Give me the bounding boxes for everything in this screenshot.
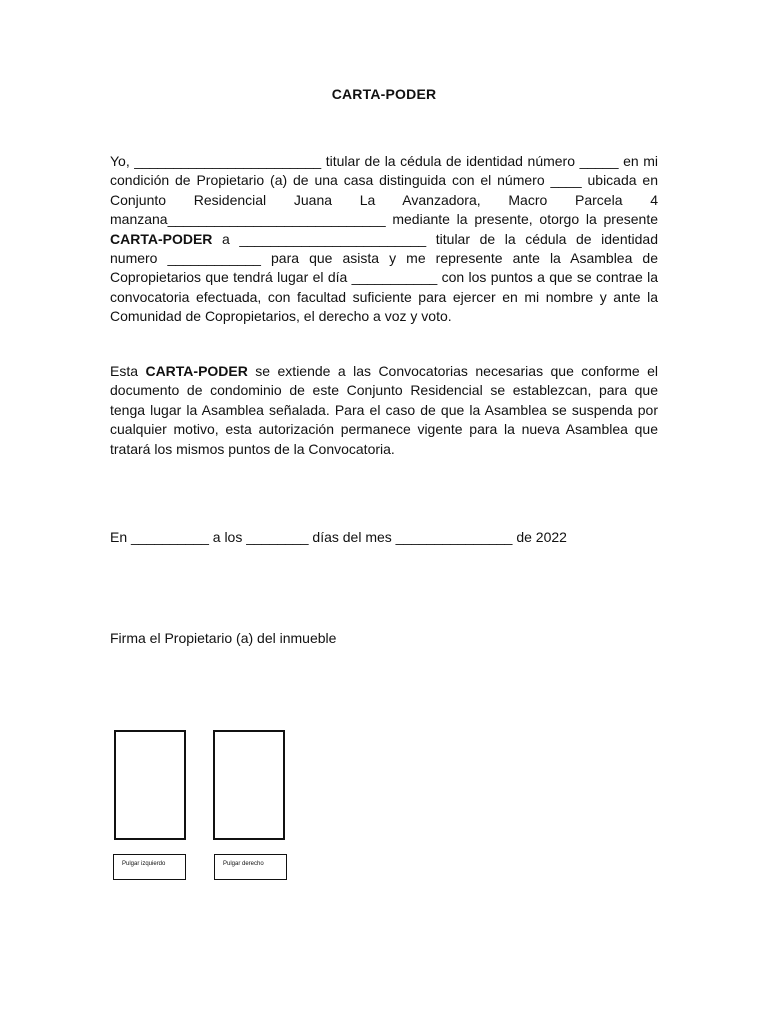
date-line: En __________ a los ________ días del mes _______________ de 2022 bbox=[110, 529, 567, 545]
signature-line: Firma el Propietario (a) del inmueble bbox=[110, 630, 337, 646]
paragraph-grant bbox=[110, 152, 658, 327]
left-thumb-label: Pulgar izquierdo bbox=[113, 854, 186, 880]
document-title: CARTA-PODER bbox=[331, 86, 437, 102]
paragraph-extension-text-start: Esta bbox=[110, 363, 146, 379]
paragraph-grant-text-end: a ________________________ titular de la cédula de identidad numero ____________ para que asista y me represente ante la Asamblea de Copropietarios que tendrá lugar el día ___________ con los puntos a que se contrae la convocatoria efectuada, con facultad suficiente para ejercer en mi nombre y ante la Comunidad de Copropietarios, el derecho a voz y voto. bbox=[110, 230, 658, 325]
paragraph-grant-bold-term: CARTA-PODER bbox=[110, 230, 213, 247]
right-thumb-label: Pulgar derecho bbox=[214, 854, 287, 880]
paragraph-extension bbox=[110, 362, 658, 459]
paragraph-extension-bold-term: CARTA-PODER bbox=[145, 363, 248, 379]
paragraph-grant-text-start: Yo, ________________________ titular de la cédula de identidad número _____ en mi condición de Propietario (a) de una casa distinguida con el número ____ ubicada en Conjunto Residencial Juana La Avanzadora, Macro Parcela 4 manzana____________________________ mediante la presente, otorgo la presente bbox=[110, 153, 658, 228]
paragraph-extension-text-end: se extiende a las Convocatorias necesarias que conforme el documento de condominio de este Conjunto Residencial se establezcan, para que tenga lugar la Asamblea señalada. Para el caso de que la Asamblea se suspenda por cualquier motivo, esta autorización permanece vigente para la nueva Asamblea que tratará los mismos puntos de la Convocatoria. bbox=[110, 363, 658, 457]
left-thumbprint-box bbox=[114, 730, 186, 840]
right-thumbprint-box bbox=[213, 730, 285, 840]
